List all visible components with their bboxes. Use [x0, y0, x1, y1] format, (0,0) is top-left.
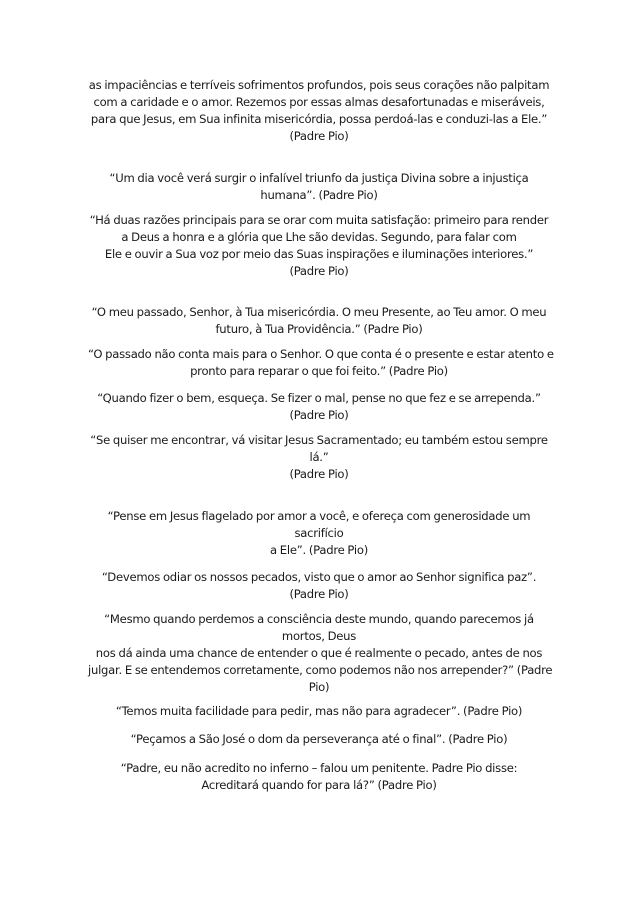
text-line: “Devemos odiar os nossos pecados, visto que o amor ao Senhor significa paz”. [101, 570, 537, 584]
quote-paragraph [88, 432, 550, 483]
text-line: (Padre Pio) [289, 264, 349, 278]
text-line: a Ele”. (Padre Pio) [270, 543, 368, 557]
quote-paragraph [88, 346, 554, 380]
text-line: “Se quiser me encontrar, vá visitar Jesus Sacramentado; eu também estou sempre [90, 433, 548, 447]
quote-paragraph [88, 703, 550, 720]
text-line: mortos, Deus [281, 629, 357, 643]
text-line: “O meu passado, Senhor, à Tua misericórdia. O meu Presente, ao Teu amor. O meu [91, 305, 547, 319]
text-line: a Deus a honra e a glória que Lhe são devidas. Segundo, para falar com [121, 230, 517, 244]
text-line: “Um dia você verá surgir o infalível triunfo da justiça Divina sobre a injustiça [109, 171, 529, 185]
text-line: pronto para reparar o que foi feito.” (Padre Pio) [190, 364, 448, 378]
quote-paragraph [88, 508, 550, 559]
text-line: “Temos muita facilidade para pedir, mas não para agradecer”. (Padre Pio) [115, 704, 523, 718]
quote-paragraph [88, 760, 550, 794]
text-line: “Há duas razões principais para se orar com muita satisfação: primeiro para render [89, 213, 549, 227]
text-line: Pio) [308, 680, 330, 694]
text-line: para que Jesus, em Sua infinita misericórdia, possa perdoá-las e conduzi-las a Ele.” [90, 112, 548, 126]
text-line: “Mesmo quando perdemos a consciência deste mundo, quando parecemos já [104, 612, 534, 626]
text-line: sacrifício [294, 526, 344, 540]
quote-paragraph [88, 77, 550, 145]
text-line: Acreditará quando for para lá?” (Padre Pio) [201, 778, 437, 792]
text-line: (Padre Pio) [289, 467, 349, 481]
quote-paragraph [88, 611, 553, 696]
quote-paragraph [88, 170, 550, 204]
text-line: nos dá ainda uma chance de entender o que é realmente o pecado, antes de nos [95, 646, 543, 660]
text-line: humana”. (Padre Pio) [260, 188, 378, 202]
text-line: julgar. E se entendemos corretamente, como podemos não nos arrepender?” (Padre [88, 663, 553, 677]
text-line: as impaciências e terríveis sofrimentos profundos, pois seus corações não palpitam [88, 78, 550, 92]
text-line: “Pense em Jesus flagelado por amor a você, e ofereça com generosidade um [107, 509, 531, 523]
quote-paragraph [88, 390, 550, 424]
text-line: (Padre Pio) [289, 129, 349, 143]
text-line: (Padre Pio) [289, 408, 349, 422]
text-line: “Peçamos a São José o dom da perseverança até o final”. (Padre Pio) [130, 732, 508, 746]
text-line: “Quando fizer o bem, esqueça. Se fizer o mal, pense no que fez e se arrependa.” [97, 391, 541, 405]
text-line: lá.” [309, 450, 329, 464]
text-line: “Padre, eu não acredito no inferno – falou um penitente. Padre Pio disse: [120, 761, 518, 775]
text-line: “O passado não conta mais para o Senhor. O que conta é o presente e estar atento e [88, 347, 554, 361]
text-line: com a caridade e o amor. Rezemos por essas almas desafortunadas e miseráveis, [93, 95, 545, 109]
quote-paragraph [88, 731, 550, 748]
quote-paragraph [88, 304, 550, 338]
quote-paragraph [88, 212, 550, 280]
text-line: futuro, à Tua Providência.” (Padre Pio) [215, 322, 423, 336]
quote-paragraph [88, 569, 550, 603]
text-line: (Padre Pio) [289, 587, 349, 601]
text-line: Ele e ouvir a Sua voz por meio das Suas inspirações e iluminações interiores.” [104, 247, 534, 261]
